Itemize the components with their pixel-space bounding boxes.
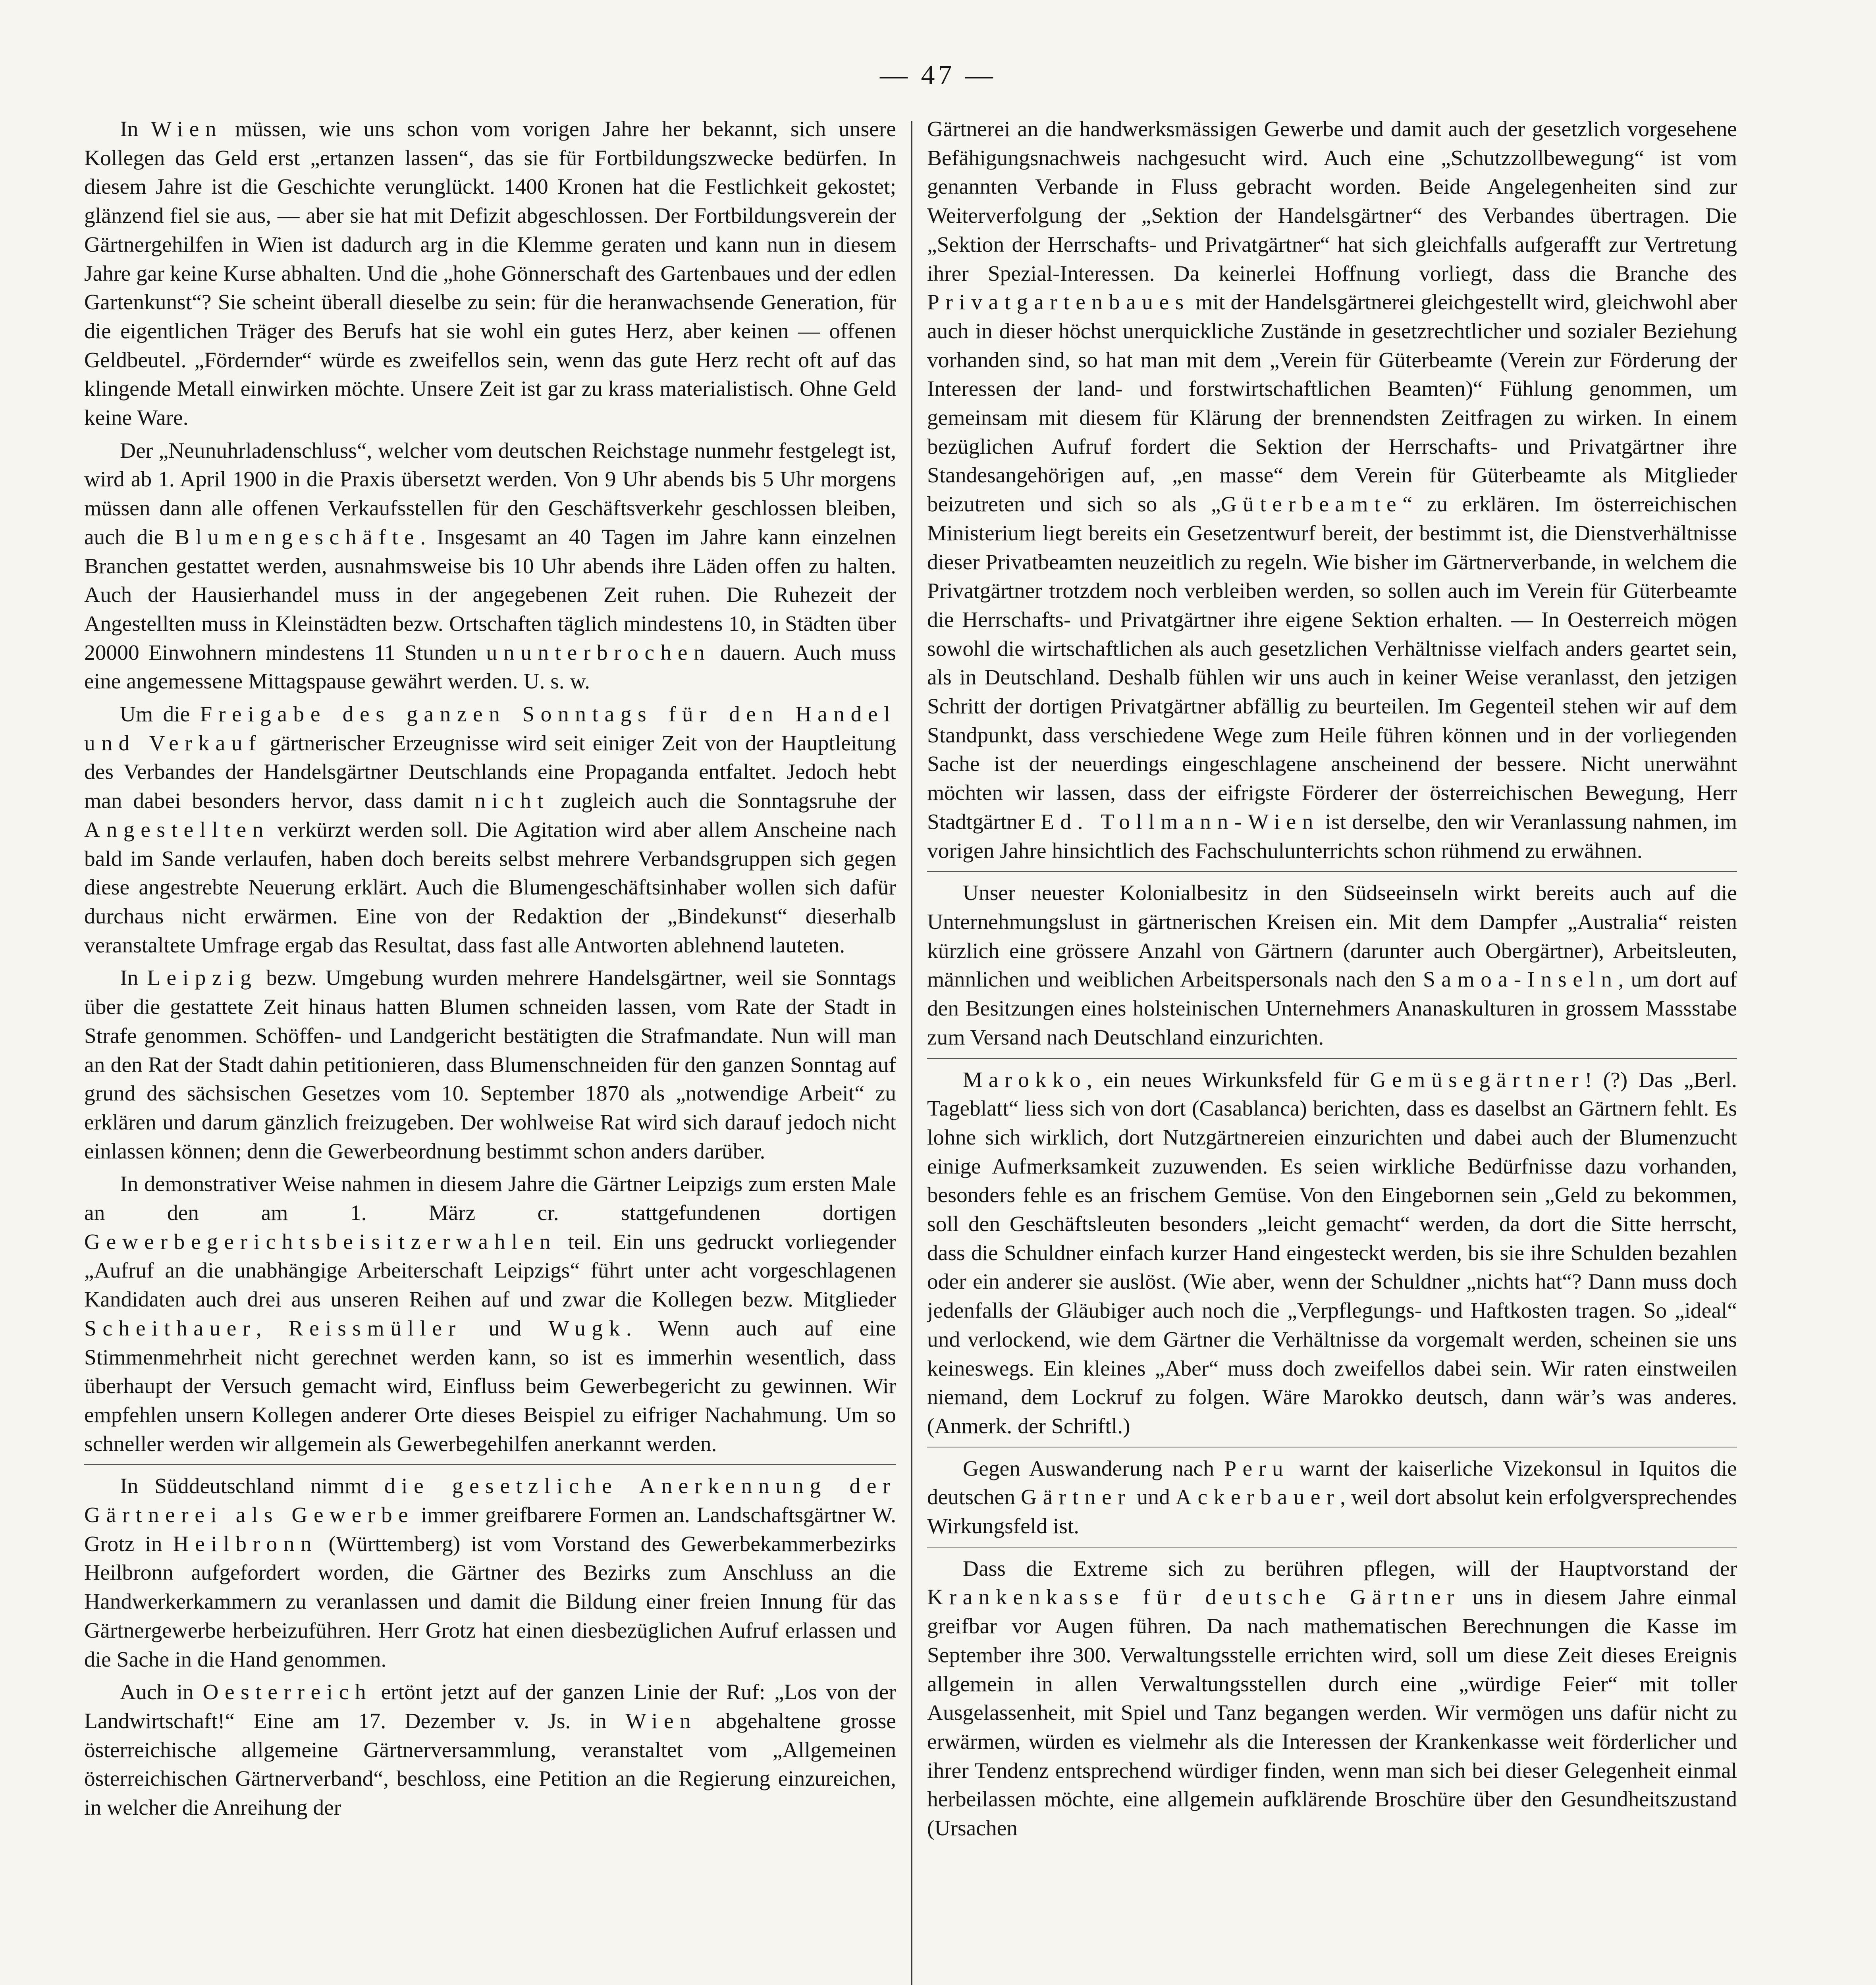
paragraph-krankenkasse-feier: Dass die Extreme sich zu berühren pflegen, will der Hauptvorstand der Krankenkasse für deutsche Gärtner uns in diesem Jahre einmal greifbar vor Augen führen. Da nach mathematischen Berechnungen die Kasse im September ihre 300. Verwaltungsstelle errichten wird, soll um diese Zeit dieses Ereignis allgemein in allen Verwaltungsstellen durch eine „würdige Feier“ mit toller Ausgelassenheit, mit Spiel und Tanz begangen werden. Wir vermögen uns dafür nicht zu erwärmen, würden es vielmehr als die Interessen der Krankenkasse weit förderlicher und ihrer Tendenz entsprechend würdiger finden, wenn man sich bei dieser Gelegenheit einmal herbeilassen möchte, eine allgemein aufklärende Broschüre über den Gesundheitszustand (Ursachen — [927, 1556, 1737, 1841]
column-divider — [911, 121, 912, 1985]
paragraph-kolonialbesitz-samoa: Unser neuester Kolonialbesitz in den Südseeinseln wirkt bereits auch auf die Unternehmungslust in gärtnerischen Kreisen ein. Mit dem Dampfer „Australia“ reisten kürzlich eine grössere Anzahl von Gärtnern (darunter auch Obergärtner), Arbeitsleuten, männlichen und weiblichen Arbeitspersonals nach den Samoa-Inseln, um dort auf den Besitzungen eines holsteinischen Unternehmers Ananaskulturen in grossem Massstabe zum Versand nach Deutschland einzurichten. — [927, 881, 1737, 1050]
paragraph-marokko: Marokko, ein neues Wirkunksfeld für Gemüsegärtner! (?) Das „Berl. Tageblatt“ liess sich von dort (Casablanca) berichten, dass es daselbst an Gärtnern fehlt. Es lohne sich wirklich, dort Nutzgärtnereien einzurichten und dabei auch der Blumenzucht einige Aufmerksamkeit zuzuwenden. Es seien wirkliche Bedürfnisse dazu vorhanden, besonders fehle es an frischem Gemüse. Von den Eingebornen sein „Geld zu bekommen, soll den Geschäftsleuten besonders „leicht gemacht“ werden, da dort die Sitte herrscht, dass die Schuldner einfach kurzer Hand eingesteckt werden, bis sie ihre Schulden bezahlen oder ein anderer sie auslöst. (Wie aber, wenn der Schuldner „nichts hat“? Dann muss doch jedenfalls der Gläubiger auch noch die „Verpflegungs- und Haftkosten tragen. So „ideal“ und verlockend, wie dem Gärtner die Verhältnisse da vorgemalt werden, scheinen sie uns keineswegs. Ein kleines „Aber“ muss doch zweifellos dabei sein. Wir raten einstweilen niemand, dem Lockruf zu folgen. Wäre Marokko deutsch, dann wär’s was anderes. (Anmerk. der Schriftl.) — [927, 1068, 1737, 1438]
section-separator — [927, 1058, 1737, 1059]
paragraph-sonntagsfreigabe: Um die Freigabe des ganzen Sonntags für den Handel und Verkauf gärtnerischer Erzeugnisse wird seit einiger Zeit von der Hauptleitung des Verbandes der Handelsgärtner Deutschlands eine Propaganda entfaltet. Jedoch hebt man dabei besonders hervor, dass damit nicht zugleich auch die Sonntagsruhe der Angestellten verkürzt werden soll. Die Agitation wird aber allem Anscheine nach bald im Sande verlaufen, haben doch bereits selbst mehrere Verbandsgruppen sich gegen diese angestrebte Neuerung erklärt. Auch die Blumengeschäftsinhaber wollen sich dafür durchaus nicht erwärmen. Eine von der Redaktion der „Bindekunst“ dieserhalb veranstaltete Umfrage ergab das Resultat, dass fast alle Antworten ablehnend lauteten. — [84, 702, 896, 958]
paragraph-peru-warnung: Gegen Auswanderung nach Peru warnt der kaiserliche Vizekonsul in Iquitos die deutschen Gärtner und Ackerbauer, weil dort absolut kein erfolgversprechendes Wirkungsfeld ist. — [927, 1456, 1737, 1539]
page-number: — 47 — — [880, 60, 996, 91]
section-separator — [927, 1547, 1737, 1548]
section-separator — [84, 1464, 896, 1465]
paragraph-gewerbegericht-wahlen: In demonstrativer Weise nahmen in diesem Jahre die Gärtner Leipzigs zum ersten Male an den am 1. März cr. stattgefundenen dortigen Gewerbegerichtsbeisitzerwahlen teil. Ein uns gedruckt vorliegender „Aufruf an die unabhängige Arbeiterschaft Leipzigs“ führt unter acht vorgeschlagenen Kandidaten auch drei aus unseren Reihen auf und zwar die Kollegen bezw. Mitglieder Scheithauer, Reissmüller und Wugk. Wenn auch auf eine Stimmenmehrheit nicht gerechnet werden kann, so ist es immerhin wesentlich, dass überhaupt der Versuch gemacht wird, Einfluss beim Gewerbegericht zu gewinnen. Wir empfehlen unsern Kollegen anderer Orte dieses Beispiel zu eifriger Nachahmung. Um so schneller werden wir allgemein als Gewerbegehilfen anerkannt werden. — [84, 1172, 896, 1456]
paragraph-leipzig-strafe: In Leipzig bezw. Umgebung wurden mehrere Handelsgärtner, weil sie Sonntags über die gestattete Zeit hinaus hatten Blumen schneiden lassen, vom Rate der Stadt in Strafe genommen. Schöffen- und Landgericht bestätigten die Strafmandate. Nun will man an den Rat der Stadt dahin petitionieren, dass Blumenschneiden für den ganzen Sonntag auf grund des sächsischen Gesetzes vom 10. September 1870 als „notwendige Arbeit“ zu erklären und darum gänzlich freizugeben. Der wohlweise Rat wird sich darauf jedoch nicht einlassen können; denn die Gewerbeordnung bestimmt schon anders darüber. — [84, 966, 896, 1164]
paragraph-oesterreich-ruf: Auch in Oesterreich ertönt jetzt auf der ganzen Linie der Ruf: „Los von der Landwirtschaft!“ Eine am 17. Dezember v. Js. in Wien abgehaltene grosse österreichische allgemeine Gärtnerversammlung, veranstaltet vom „Allgemeinen österreichischen Gärtnerverband“, beschloss, eine Petition an die Regierung einzureichen, in welcher die Anreihung der — [84, 1680, 896, 1820]
paragraph-wien-fortbildung: In Wien müssen, wie uns schon vom vorigen Jahre her bekannt, sich unsere Kollegen das Geld erst „ertanzen lassen“, das sie für Fortbildungszwecke bedürfen. In diesem Jahre ist die Geschichte verunglückt. 1400 Kronen hat die Festlichkeit gekostet; glänzend fiel sie aus, — aber sie hat mit Defizit abgeschlossen. Der Fortbildungsverein der Gärtnergehilfen in Wien ist dadurch arg in die Klemme geraten und kann nun in diesem Jahre gar keine Kurse abhalten. Und die „hohe Gönnerschaft des Gartenbaues und der edlen Gartenkunst“? Sie scheint überall dieselbe zu sein: für die heranwachsende Generation, für die eigentlichen Träger des Berufs hat sie wohl ein gutes Herz, aber keinen — offenen Geldbeutel. „Fördernder“ würde es zweifellos sein, wenn das gute Herz recht oft auf das klingende Metall einwirken möchte. Unsere Zeit ist gar zu krass materialistisch. Ohne Geld keine Ware. — [84, 117, 896, 430]
paragraph-sueddeutschland-gewerbe: In Süddeutschland nimmt die gesetzliche Anerkennung der Gärtnerei als Gewerbe immer greifbarere Formen an. Landschaftsgärtner W. Grotz in Heilbronn (Württemberg) ist vom Vorstand des Gewerbekammerbezirks Heilbronn aufgefordert worden, die Gärtner des Bezirks zum Anschluss an die Handwerkerkammern zu veranlassen und damit die Bildung einer freien Innung für das Gärtnergewerbe herbeizuführen. Herr Grotz hat einen diesbezüglichen Aufruf erlassen und die Sache in die Hand genommen. — [84, 1474, 896, 1672]
section-separator — [927, 871, 1737, 872]
left-column — [84, 115, 896, 1985]
paragraph-oesterreich-continued: Gärtnerei an die handwerksmässigen Gewerbe und damit auch der gesetzlich vorgesehene Befähigungsnachweis nachgesucht wird. Auch eine „Schutzzollbewegung“ ist vom genannten Verbande in Fluss gebracht worden. Beide Angelegenheiten sind zur Weiterverfolgung der „Sektion der Handelsgärtner“ des Verbandes übertragen. Die „Sektion der Herrschafts- und Privatgärtner“ hat sich gleichfalls aufgerafft zur Vertretung ihrer Spezial-Interessen. Da keinerlei Hoffnung vorliegt, dass die Branche des Privatgartenbaues mit der Handelsgärtnerei gleichgestellt wird, gleichwohl aber auch in dieser höchst unerquickliche Zustände in gesetzrechtlicher und sozialer Beziehung vorhanden sind, so hat man mit dem „Verein für Güterbeamte (Verein zur Förderung der Interessen der land- und forstwirtschaftlichen Beamten)“ Fühlung genommen, um gemeinsam mit diesem für Klärung der brennendsten Zeitfragen zu wirken. In einem bezüglichen Aufruf fordert die Sektion der Herrschafts- und Privatgärtner ihre Standesangehörigen auf, „en masse“ dem Verein für Güterbeamte als Mitglieder beizutreten und sich so als „Güterbeamte“ zu erklären. Im österreichischen Ministerium liegt bereits ein Gesetzentwurf bereit, der bestimmt ist, die Dienstverhältnisse dieser Privatbeamten neuzeitlich zu regeln. Wie bisher im Gärtnerverbande, in welchem die Privatgärtner trotzdem noch verbleiben werden, so sollen auch im Verein für Güterbeamte die Herrschafts- und Privatgärtner ihre eigene Sektion erhalten. — In Oesterreich mögen sowohl die wirtschaftlichen als auch gesetzlichen Verhältnisse vielfach anders geartet sein, als in Deutschland. Deshalb fühlen wir uns auch in keiner Weise veranlasst, den jetzigen Schritt der dortigen Privatgärtner abfällig zu beurteilen. Im Gegenteil stehen wir auf dem Standpunkt, dass verschiedene Wege zum Heile führen können und in der vorliegenden Sache ist der neuerdings eingeschlagene anscheinend der bessere. Nicht unerwähnt möchten wir lassen, dass der eifrigste Förderer der österreichischen Bewegung, Herr Stadtgärtner Ed. Tollmann-Wien ist derselbe, den wir Veranlassung nahmen, im vorigen Jahre hinsichtlich des Fachschulunterrichts schon rühmend zu erwähnen. — [927, 117, 1737, 863]
paragraph-neunuhrladenschluss: Der „Neunuhrladenschluss“, welcher vom deutschen Reichstage nunmehr festgelegt ist, wird ab 1. April 1900 in die Praxis übersetzt werden. Von 9 Uhr abends bis 5 Uhr morgens müssen dann alle offenen Verkaufsstellen für den Geschäftsverkehr geschlossen bleiben, auch die Blumengeschäfte. Insgesamt an 40 Tagen im Jahre kann einzelnen Branchen gestattet werden, ausnahmsweise bis 10 Uhr abends ihre Läden offen zu halten. Auch der Hausierhandel muss in der angegebenen Zeit ruhen. Die Ruhezeit der Angestellten muss in Kleinstädten bezw. Ortschaften täglich mindestens 10, in Städten über 20000 Einwohnern mindestens 11 Stunden ununterbrochen dauern. Auch muss eine angemessene Mittagspause gewährt werden. U. s. w. — [84, 438, 896, 694]
right-column — [927, 115, 1737, 1985]
